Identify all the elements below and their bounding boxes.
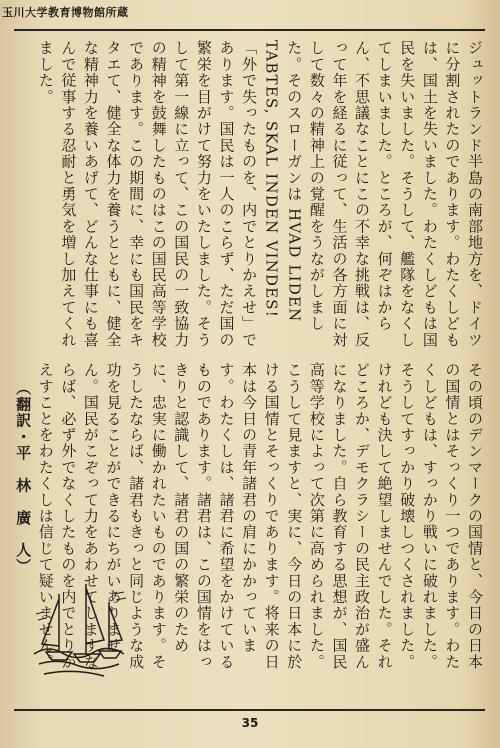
top-rule bbox=[14, 29, 485, 31]
body-paragraph-1: ジュットランド半島の南部地方を、ドイツに分割されたのであります。わたくしどもは、国土を失いました。わたくしどもは国民を失いました。そうして、艦隊をなくしてしまいました。ところが、何ぞはからん、不思議なことにこの不幸な挑戦は、反って年を経るに従って、生活の各方面に対して数々の精神上の覚醒をうながしました。そのスローガンは HVAD LIDEN TABTES, SKAL INDEN VINDES!「外で失ったものを、内でとりかえせ」であります。国民は一人のこらず、ただ国の繁栄を目がけて努力をいたしました。そうして第一線に立って、この国民の一致協力の精神を鼓舞したものはこの国民高等学校であります。この期間に、幸にも国民をキタエて、健全な体力を養うとともに、健全な精神力を養いあげて、どんな仕事にも喜んで従事する忍耐と勇気を増し加えてくれました。 bbox=[36, 40, 484, 348]
body-paragraph-2: その頃のデンマークの国情と、今日の日本の国情とはそっくり一つであります。わたくしどもは、すっかり戦いに破れました。そうしてすっかり破壊しつくされました。けれども決して絶望しませんでした。それどころか、デモクラシーの民主政治が盛んになりました。自ら教育する思想が、国民高等学校によって次第に高められました。こうして見ますと、実に、今日の日本に於ける国情とそっくりであります。将来の日本は今日の青年諸君の肩にかかっています。わたくしは、諸君に希望をかけているものであります。諸君は、この国情をはっきりと認識して、諸君の国の繁栄のために、忠実に働かれたいものであります。そうしたならば、諸君もきっと同じような成功を見ることができるにちがいありません。国民がこぞって力をあわせてしますならば、必ず外でなくしたものを内でとりかえすことをわたくしは信じて疑いません。 bbox=[36, 362, 484, 670]
translator-credit: （翻訳・平 林 廣 人） bbox=[14, 380, 33, 575]
article-text-upper bbox=[12, 40, 486, 348]
page-number: 35 bbox=[241, 716, 259, 730]
bottom-rule bbox=[14, 709, 485, 711]
harbor-boats-illustration bbox=[24, 574, 134, 684]
archive-stamp: 玉川大学教育博物館所蔵 bbox=[2, 6, 129, 19]
